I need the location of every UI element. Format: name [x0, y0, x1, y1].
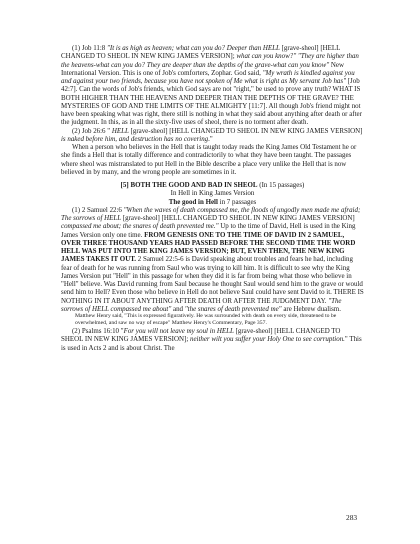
- text-run: compassed me about; the snares of death prevented me.": [61, 222, 219, 231]
- text-run: FROM GENESIS ONE TO THE TIME OF DAVID IN 2 SAMUEL, OVER THREE THOUSAND YEARS HAD PASSED BEFORE THE SECOND TIME THE WORD HELL WAS PUT INTO THE KING JAMES VERSION; BUT, EVEN THEN, THE NEW KING JAMES TAKES IT OUT.: [61, 230, 356, 264]
- text-run: "When the waves of death compassed me, the floods of ungodly men made me afraid; The sorrows of HELL: [61, 205, 361, 222]
- text-run: (2) Job 26:6 ": [72, 126, 112, 135]
- text-run: "The sorrows of HELL compassed me about": [61, 296, 342, 313]
- text-run: "My wrath is kindled against you and against your two friends, because you have not spoken of Me what is right as My servant Job has": [61, 68, 355, 85]
- job-11-8-paragraph: [61, 44, 364, 127]
- section-heading-bold: [5] BOTH THE GOOD AND BAD IN SHEOL: [120, 181, 258, 189]
- text-run: HELL: [111, 126, 129, 135]
- text-run: [grave-sheol] [HELL CHANGED TO SHEOL IN NEW KING JAMES VERSION]: [121, 214, 355, 222]
- section-heading: [61, 181, 364, 189]
- section-subheading-2: [61, 198, 364, 206]
- text-run: For you will not leave my soul in HELL: [123, 327, 234, 336]
- page-number: 283: [346, 513, 358, 522]
- text-run: New International Version. This is one of Job's comforters, Zophar. God said,: [61, 60, 344, 77]
- text-run: neither wilt you suffer your Holy One to see corruption.: [189, 335, 345, 344]
- hell-reader-paragraph: [61, 143, 364, 176]
- good-in-hell-count: in 7 passages: [217, 197, 257, 206]
- text-run: (1) 2 Samuel 22:6: [72, 205, 124, 214]
- text-run: and: [171, 304, 185, 313]
- text-run: .": [208, 134, 213, 143]
- good-in-hell-label: The good in Hell: [168, 197, 218, 206]
- text-run: (1) Job 11:8: [72, 44, 108, 52]
- text-run: When a person who believes in the Hell that is taught today reads the King James Old Testament he or she finds a Hell that is totally difference and contradictorily to what they have been taught. The passages where sheol was mistranslated to put Hell in the Bible describe a place very unlike the Hell that is now believed in by many, and the wrong people are sometimes in it.: [61, 143, 357, 176]
- matthew-henry-quote: Matthew Henry said, "This is expressed figuratively. He was surrounded with death on every side, threatened to be overwhelmed, and saw no way of escape" Matthew Henry's Commentary, Page 357.: [75, 313, 337, 327]
- section-subheading: In Hell in King James Version: [170, 189, 255, 198]
- text-run: [grave-sheol] [HELL CHANGED TO SHEOL IN NEW KING JAMES VERSION];: [61, 44, 341, 61]
- intro-block: [61, 44, 364, 176]
- text-run: Up to the time of David, Hell is used in the King James Version only one time.: [61, 222, 356, 239]
- text-run: [Job 42:7]. Can the words of Job's friends, which God says are not "right," be used to prove any truth? WHAT IS BOTH HIGHER THAN THE HEAVENS AND DEEPER THAN THE DEPTHS OF THE GRAVE? THE MYSTERIES OF GOD AND THE LIMITS OF THE ALMIGHTY [11:7]. All though Job's friend might not have been speaking what was right, there still is nothing in what they said about anything after death or after the judgment. In this, as in all the sixty-five uses of sheol, there is no torment after death.: [61, 77, 362, 127]
- job-26-6-paragraph: [61, 127, 364, 144]
- text-run: is naked before him, and destruction has no covering: [61, 134, 209, 143]
- text-run: " This is used in Acts 2 and is about Christ. The: [61, 335, 362, 352]
- text-run: [grave-sheol] [HELL CHANGED TO SHEOL IN NEW KING JAMES VERSION]: [128, 126, 363, 135]
- text-run: "the snares of death prevented me": [184, 304, 282, 313]
- text-run: what can you know?" "They are higher than the heavens-what can you do? They are deeper than the depths of the grave-what can you know": [61, 52, 359, 69]
- section-heading-suffix: (In 15 passages): [257, 181, 305, 189]
- text-run: are Hebrew dualism.: [281, 304, 341, 313]
- text-run: 2 Samuel 22:5-6 is David speaking about troubles and fears he had, including fear of death for he was running from Saul who was trying to kill him. It is difficult to see why the King James Version put "Hell" in this passage for when they did it is far from being what those who believe in "Hell" believe. Was David running from Saul because he thought Saul would send him to the grave or would send him to Hell? Even those who believe in Hell do not believe Saul could have sent David to it. THERE IS NOTHING IN IT ABOUT ANYTHING AFTER DEATH OR AFTER THE JUDGMENT DAY.: [61, 255, 364, 305]
- psalms-16-10-paragraph: [61, 327, 364, 352]
- text-run: "It is as high as heaven; what can you do? Deeper than HELL: [107, 44, 280, 52]
- text-run: [grave-sheol] [HELL CHANGED TO SHEOL IN NEW KING JAMES VERSION];: [61, 327, 341, 344]
- samuel-22-6-paragraph: [61, 206, 364, 313]
- section-header: [61, 181, 364, 206]
- text-run: (2) Psalms 16:10 ": [72, 327, 124, 336]
